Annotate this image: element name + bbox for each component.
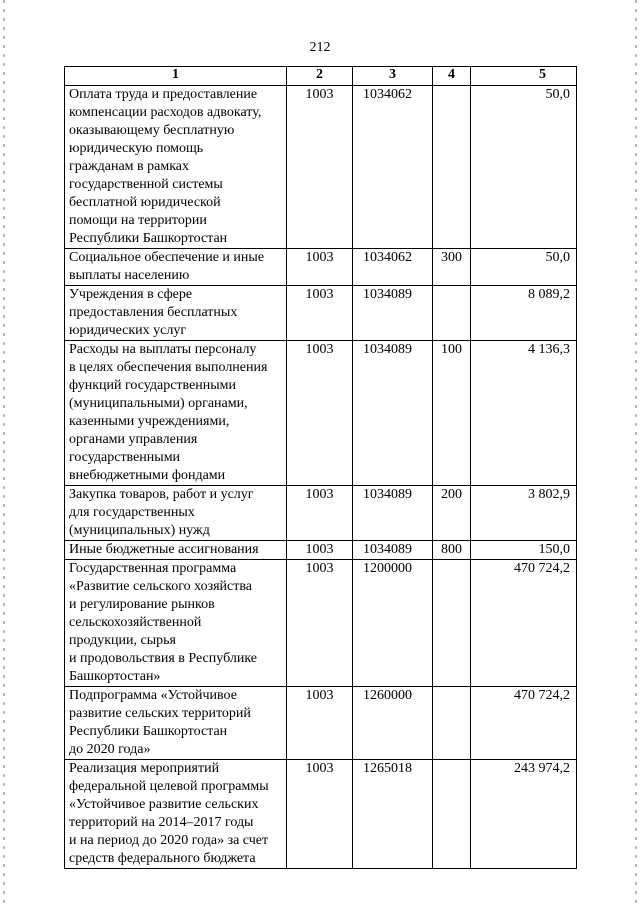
row-name: Подпрограмма «Устойчивое развитие сельских территорий Республики Башкортостан до 2020 года» [65, 687, 287, 760]
row-name: Социальное обеспечение и иные выплаты населению [65, 249, 287, 286]
row-section: 1003 [287, 486, 353, 541]
row-amount: 470 724,2 [471, 687, 577, 760]
row-name: Иные бюджетные ассигнования [65, 541, 287, 560]
row-name: Реализация мероприятий федеральной целевой программы «Устойчивое развитие сельских территорий на 2014–2017 годы и на период до 2020 года» за счет средств федерального бюджета [65, 760, 287, 869]
row-type [433, 286, 471, 341]
row-target: 1265018 [353, 760, 433, 869]
row-target: 1260000 [353, 687, 433, 760]
budget-table [64, 66, 577, 869]
row-section: 1003 [287, 341, 353, 486]
header-col-1: 1 [65, 67, 287, 86]
row-target: 1034089 [353, 486, 433, 541]
row-section: 1003 [287, 286, 353, 341]
row-section: 1003 [287, 86, 353, 249]
row-type [433, 760, 471, 869]
row-amount: 243 974,2 [471, 760, 577, 869]
row-section: 1003 [287, 249, 353, 286]
left-edge-scan-mark [3, 0, 5, 905]
row-amount: 470 724,2 [471, 560, 577, 687]
right-edge-scan-mark [635, 0, 637, 905]
row-section: 1003 [287, 760, 353, 869]
row-target: 1034089 [353, 341, 433, 486]
row-target: 1034089 [353, 286, 433, 341]
row-amount: 4 136,3 [471, 341, 577, 486]
row-target: 1200000 [353, 560, 433, 687]
row-type: 800 [433, 541, 471, 560]
table-row [65, 286, 577, 341]
row-name: Государственная программа «Развитие сельского хозяйства и регулирование рынков сельскохозяйственной продукции, сырья и продовольствия в Республике Башкортостан» [65, 560, 287, 687]
header-row [65, 67, 577, 86]
row-section: 1003 [287, 560, 353, 687]
table-row [65, 249, 577, 286]
page-number: 212 [309, 40, 331, 55]
row-amount: 50,0 [471, 249, 577, 286]
row-amount: 150,0 [471, 541, 577, 560]
header-col-4: 4 [433, 67, 471, 86]
row-type: 200 [433, 486, 471, 541]
table-row [65, 541, 577, 560]
header-col-5: 5 [471, 67, 577, 86]
row-target: 1034062 [353, 249, 433, 286]
table-row [65, 486, 577, 541]
row-target: 1034089 [353, 541, 433, 560]
row-name: Расходы на выплаты персоналу в целях обеспечения выполнения функций государственными (муниципальными) органами, казенными учреждениями, органами управления государственными внебюджетными фондами [65, 341, 287, 486]
table-row [65, 760, 577, 869]
table-row [65, 560, 577, 687]
row-type: 100 [433, 341, 471, 486]
table-row [65, 86, 577, 249]
header-col-3: 3 [353, 67, 433, 86]
row-type [433, 86, 471, 249]
row-section: 1003 [287, 541, 353, 560]
row-section: 1003 [287, 687, 353, 760]
row-amount: 50,0 [471, 86, 577, 249]
row-target: 1034062 [353, 86, 433, 249]
row-name: Закупка товаров, работ и услуг для государственных (муниципальных) нужд [65, 486, 287, 541]
row-amount: 3 802,9 [471, 486, 577, 541]
row-name: Учреждения в сфере предоставления бесплатных юридических услуг [65, 286, 287, 341]
row-type [433, 560, 471, 687]
row-amount: 8 089,2 [471, 286, 577, 341]
table-row [65, 687, 577, 760]
header-col-2: 2 [287, 67, 353, 86]
row-type [433, 687, 471, 760]
row-type: 300 [433, 249, 471, 286]
row-name: Оплата труда и предоставление компенсации расходов адвокату, оказывающему бесплатную юридическую помощь гражданам в рамках государственной системы бесплатной юридической помощи на территории Республики Башкортостан [65, 86, 287, 249]
table-row [65, 341, 577, 486]
